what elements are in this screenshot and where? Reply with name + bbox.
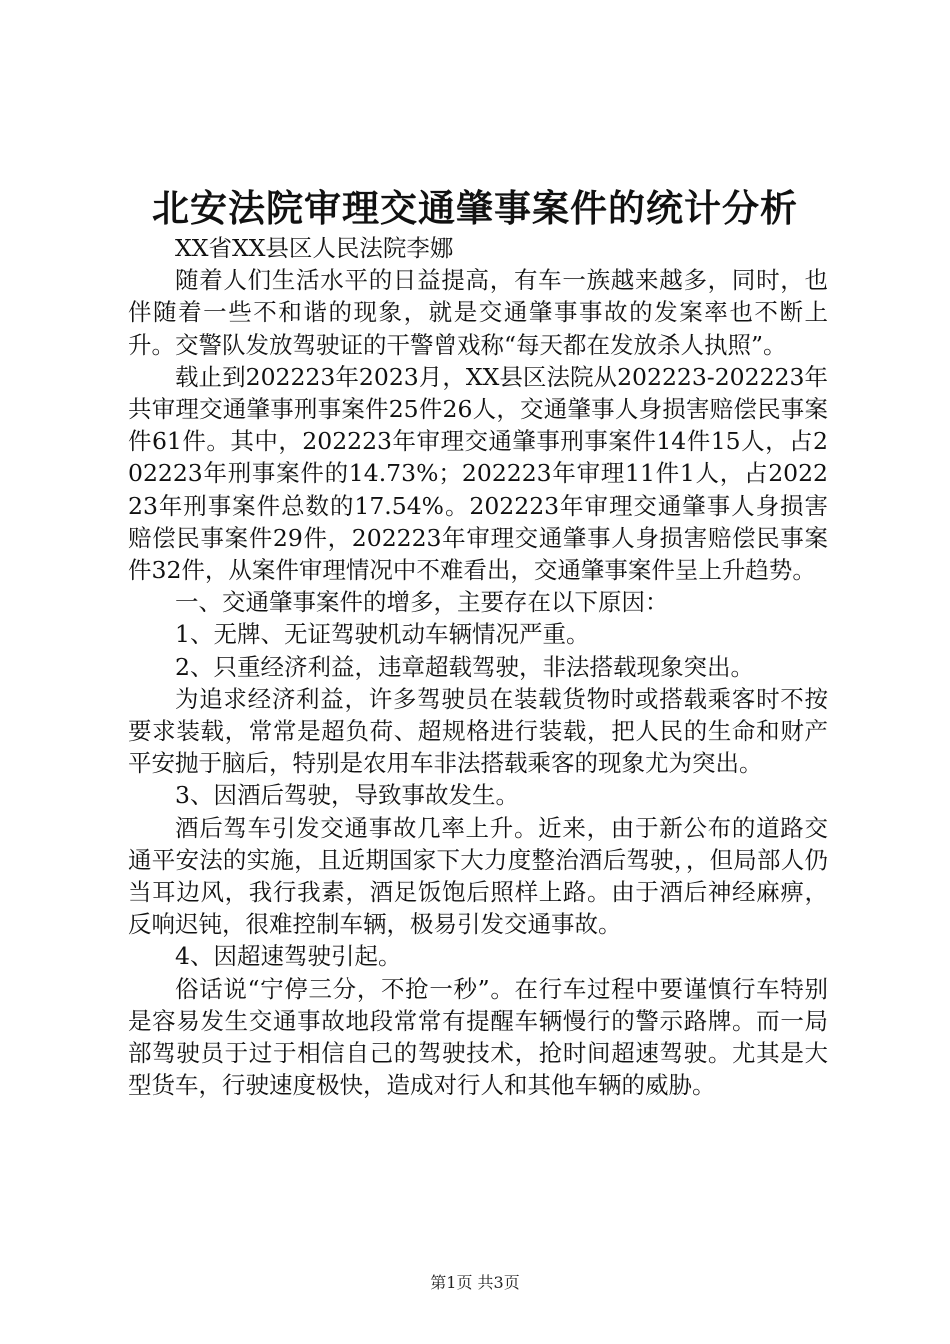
cause-4-heading: 4、因超速驾驶引起。 <box>175 942 402 971</box>
cause-2-body: 为追求经济利益，许多驾驶员在装载货物时或搭载乘客时不按要求装载，常常是超负荷、超规格进行装载，把人民的生命和财产平安抛于脑后，特别是农用车非法搭载乘客的现象尤为突出。 <box>128 684 828 778</box>
page-number-footer: 第1页 共3页 <box>430 1273 520 1292</box>
cause-3-body: 酒后驾车引发交通事故几率上升。近来，由于新公布的道路交通平安法的实施，且近期国家下大力度整治酒后驾驶，，但局部人仍当耳边风，我行我素，酒足饭饱后照样上路。由于酒后神经麻痹，反响迟钝，很难控制车辆，极易引发交通事故。 <box>128 813 828 939</box>
paragraph-intro: 随着人们生活水平的日益提高，有车一族越来越多，同时，也伴随着一些不和谐的现象，就是交通肇事事故的发案率也不断上升。交警队发放驾驶证的干警曾戏称“每天都在发放杀人执照”。 <box>128 266 828 359</box>
section-heading-causes: 一、交通肇事案件的增多，主要存在以下原因： <box>175 588 669 617</box>
cause-1-heading: 1、无牌、无证驾驶机动车辆情况严重。 <box>175 620 590 649</box>
document-body <box>128 232 828 1101</box>
cause-3-heading: 3、因酒后驾驶，导致事故发生。 <box>175 781 519 810</box>
cause-2-heading: 2、只重经济利益，违章超载驾驶，非法搭载现象突出。 <box>175 652 754 681</box>
author-line: XX省XX县区人民法院李娜 <box>175 234 454 262</box>
paragraph-statistics: 载止到202223年2023月，XX县区法院从202223-202223年共审理交通肇事刑事案件25件26人，交通肇事人身损害赔偿民事案件61件。其中，202223年审理交通肇事刑事案件14件15人，占202223年刑事案件的14.73%；202223年审理11件1人，占202223年刑事案件总数的17.54%。202223年审理交通肇事人身损害赔偿民事案件29件，202223年审理交通肇事人身损害赔偿民事案件32件，从案件审理情况中不难看出，交通肇事案件呈上升趋势。 <box>128 362 828 585</box>
cause-4-body: 俗话说“宁停三分，不抢一秒”。在行车过程中要谨慎行车特别是容易发生交通事故地段常常有提醒车辆慢行的警示路牌。而一局部驾驶员于过于相信自己的驾驶技术，抢时间超速驾驶。尤其是大型货车，行驶速度极快，造成对行人和其他车辆的威胁。 <box>128 974 828 1100</box>
document-title: 北安法院审理交通肇事案件的统计分析 <box>152 186 798 230</box>
